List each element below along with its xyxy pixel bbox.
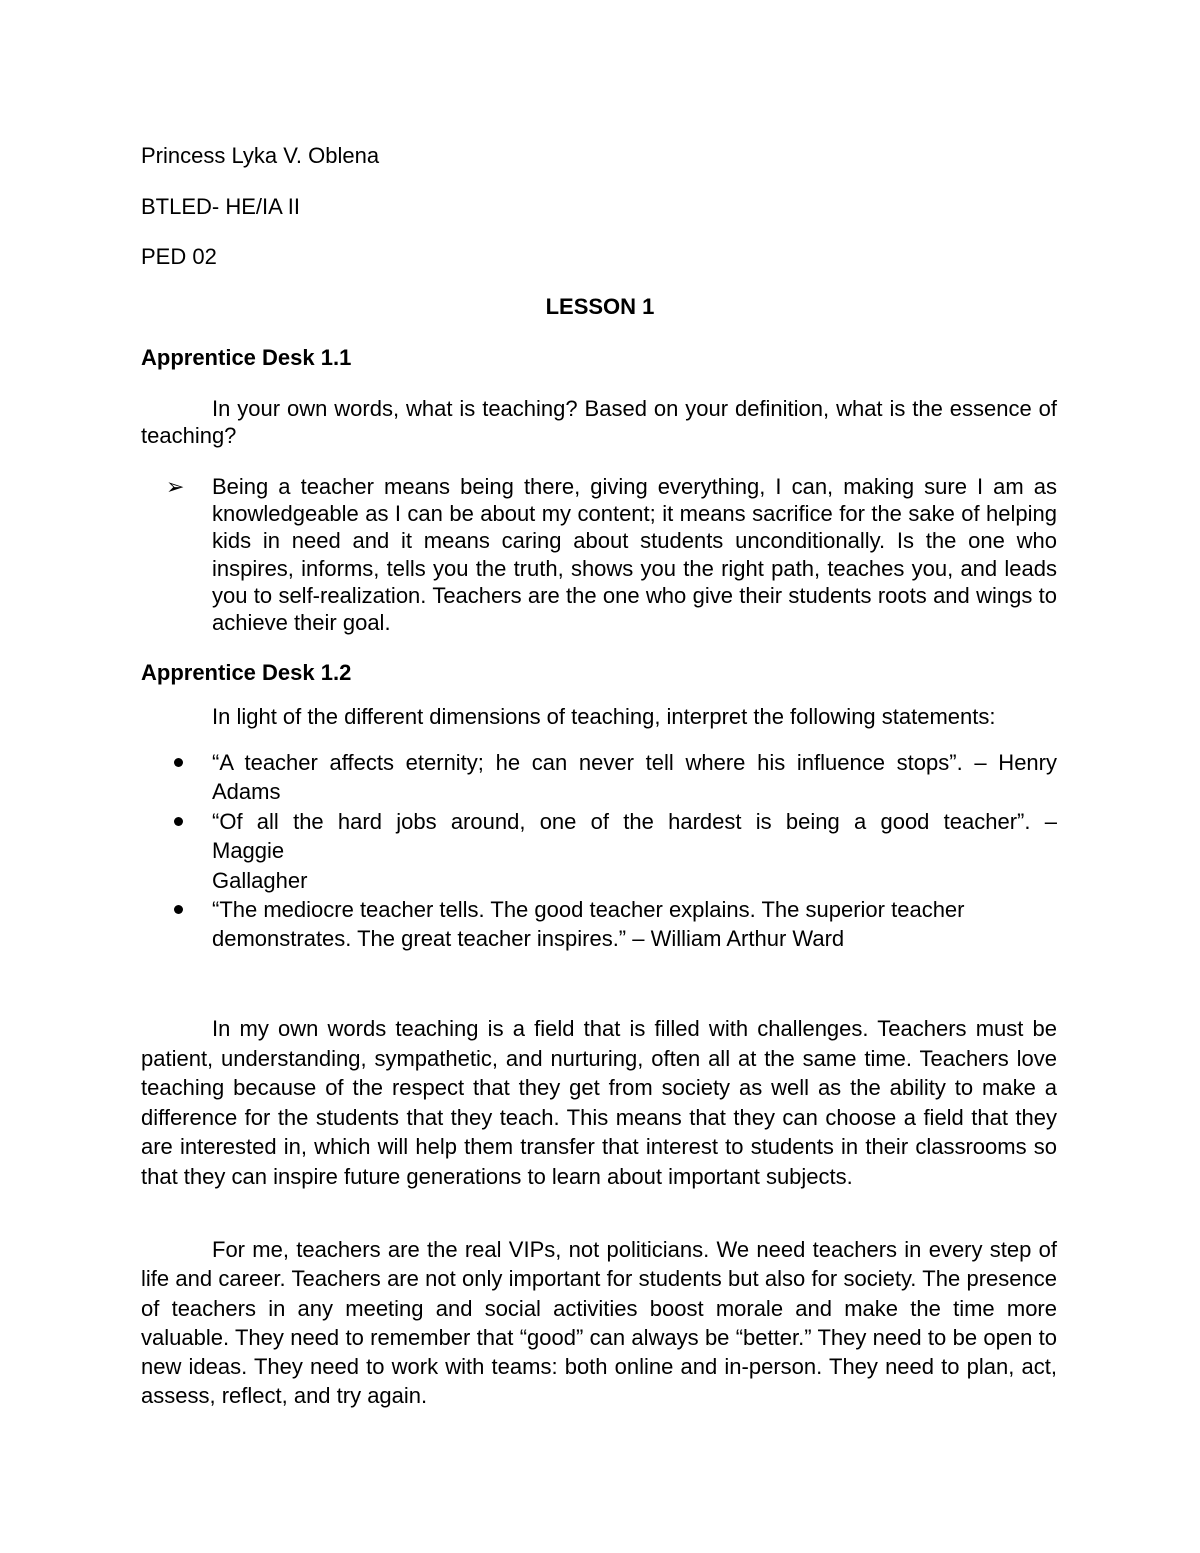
round-bullet-icon: [174, 817, 183, 826]
list-item: [166, 807, 1057, 895]
student-name: Princess Lyka V. Oblena: [141, 143, 380, 168]
desk-1-1-answer: Being a teacher means being there, giving everything, I can, making sure I am as knowledgeable as I can be about my content; it means sacrifice for the sake of helping kids in need and it means caring about students unconditionally. Is the one who inspires, informs, tells you the truth, shows you the right path, teaches you, and leads you to self-realization. Teachers are the one who give their students roots and wings to achieve their goal.: [212, 474, 1057, 636]
quote-henry-adams: “A teacher affects eternity; he can never tell where his influence stops”. – Henry Adams: [212, 750, 1057, 805]
arrowhead-bullet-icon: ➢: [166, 474, 185, 499]
lesson-title: LESSON 1: [545, 294, 655, 319]
course-section: BTLED- HE/IA II: [141, 194, 300, 219]
quote-william-arthur-ward: “The mediocre teacher tells. The good teacher explains. The superior teacher demonstrates. The great teacher inspires.” – William Arthur Ward: [212, 897, 965, 952]
desk-1-1-question: In your own words, what is teaching? Based on your definition, what is the essence of teaching?: [141, 396, 1057, 448]
desk-1-1-heading: Apprentice Desk 1.1: [141, 345, 352, 370]
quote-maggie-gallagher-last: Gallagher: [212, 867, 308, 893]
list-item: [166, 748, 1057, 807]
subject-code: PED 02: [141, 244, 217, 269]
quote-maggie-gallagher-first: Maggie: [212, 838, 285, 864]
body-paragraph-2: For me, teachers are the real VIPs, not politicians. We need teachers in every step of life and career. Teachers are not only important for students but also for society. The presence of teachers in any meeting and social activities boost morale and make the time more valuable. They need to remember that “good” can always be “better.” They need to be open to new ideas. They need to work with teams: both online and in-person. They need to plan, act, assess, reflect, and try again.: [141, 1237, 1057, 1409]
desk-1-2-instruction: In light of the different dimensions of teaching, interpret the following statements:: [212, 704, 996, 729]
quote-maggie-gallagher: [212, 807, 1057, 895]
desk-1-2-heading: Apprentice Desk 1.2: [141, 660, 352, 685]
quote-maggie-gallagher-line: “Of all the hard jobs around, one of the hardest is being a good teacher”. –: [212, 808, 1057, 834]
round-bullet-icon: [174, 758, 183, 767]
list-item: [166, 895, 1057, 954]
body-paragraph-1: In my own words teaching is a field that is filled with challenges. Teachers must be patient, understanding, sympathetic, and nurturing, often all at the same time. Teachers love teaching because of the respect that they get from society as well as the ability to make a difference for the students that they teach. This means that they can choose a field that they are interested in, which will help them transfer that interest to students in their classrooms so that they can inspire future generations to learn about important subjects.: [141, 1016, 1057, 1189]
round-bullet-icon: [174, 905, 183, 914]
quote-list: [166, 748, 1057, 954]
